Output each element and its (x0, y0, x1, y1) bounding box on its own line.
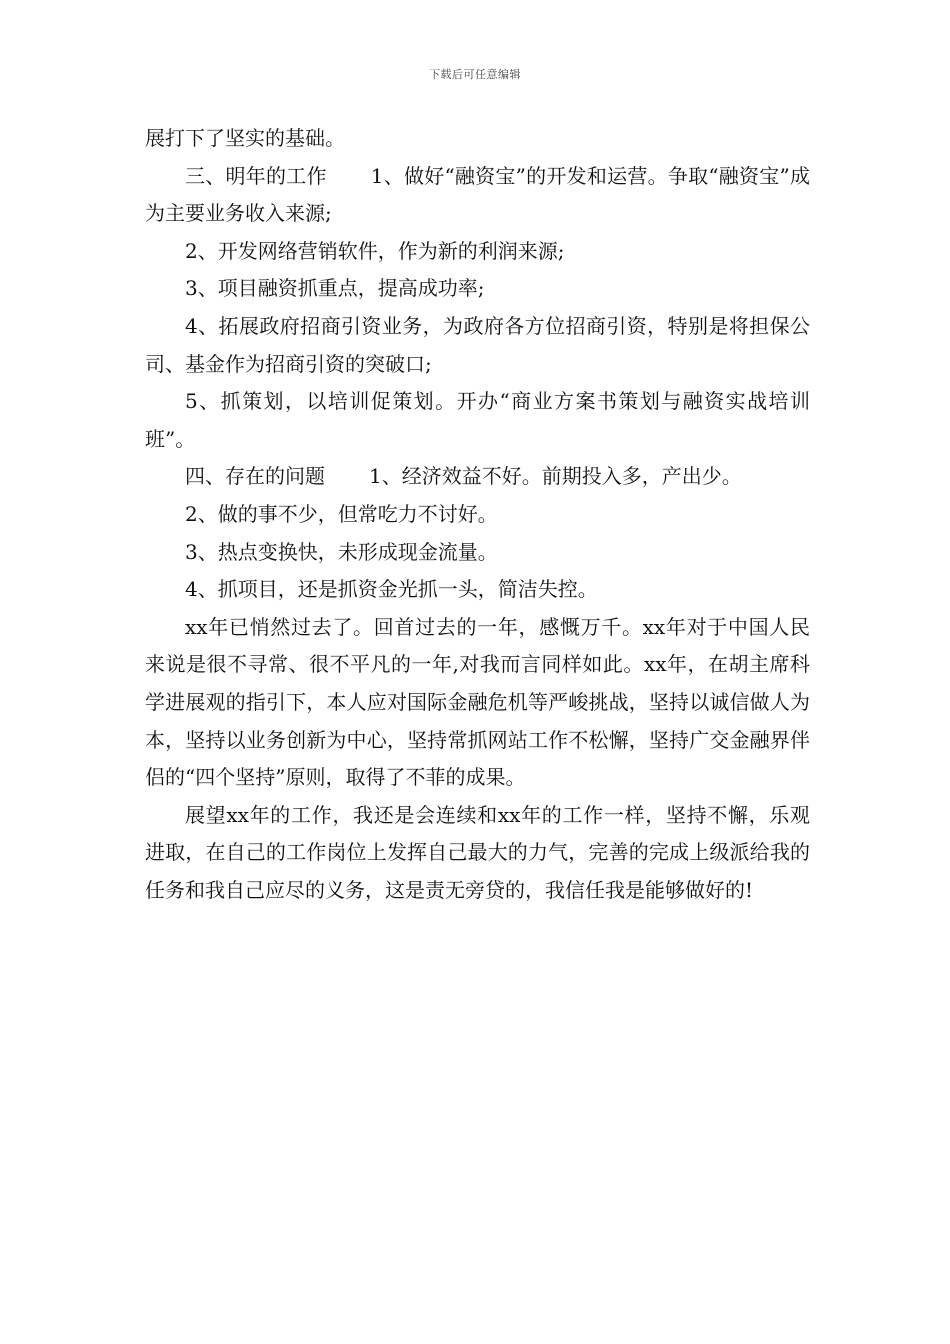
next-year-item-1: 1、做好“融资宝”的开发和运营。争取“融资宝”成为主要业务收入来源; (145, 163, 811, 226)
paragraph-continuation: 展打下了坚实的基础。 (145, 126, 345, 150)
page-header: 下载后可任意编辑 (429, 68, 521, 81)
document-body (145, 120, 810, 909)
next-year-item-3: 3、项目融资抓重点，提高成功率; (185, 276, 485, 301)
paragraph-outlook: 展望xx年的工作，我还是会连续和xx年的工作一样，坚持不懈，乐观进取，在自己的工作岗位上发挥自己最大的力气，完善的完成上级派给我的任务和我自己应尽的义务，这是责无旁贷的，我信任我是能够做好的! (145, 802, 810, 902)
section-heading-next-year: 三、明年的工作 (185, 163, 327, 188)
problem-item-4: 4、抓项目，还是抓资金光抓一头，简洁失控。 (185, 577, 598, 602)
next-year-item-2: 2、开发网络营销软件，作为新的利润来源; (185, 238, 565, 263)
problem-item-2: 2、做的事不少，但常吃力不讨好。 (185, 501, 498, 526)
section-problems (145, 458, 810, 496)
problem-item-3: 3、热点变换快，未形成现金流量。 (185, 539, 498, 564)
problem-item-1: 1、经济效益不好。前期投入多，产出少。 (369, 464, 742, 489)
next-year-item-4: 4、拓展政府招商引资业务，为政府各方位招商引资，特别是将担保公司、基金作为招商引资的突破口; (145, 313, 810, 376)
next-year-item-5: 5、抓策划，以培训促策划。开办“商业方案书策划与融资实战培训班”。 (145, 389, 810, 451)
paragraph-review: xx年已悄然过去了。回首过去的一年，感慨万千。xx年对于中国人民来说是很不寻常、很不平凡的一年,对我而言同样如此。xx年，在胡主席科学进展观的指引下，本人应对国际金融危机等严峻挑战，坚持以诚信做人为本，坚持以业务创新为中心，坚持常抓网站工作不松懈，坚持广交金融界伴侣的“四个坚持”原则，取得了不菲的成果。 (145, 614, 810, 790)
section-heading-problems: 四、存在的问题 (185, 464, 325, 489)
section-next-year (145, 158, 810, 233)
